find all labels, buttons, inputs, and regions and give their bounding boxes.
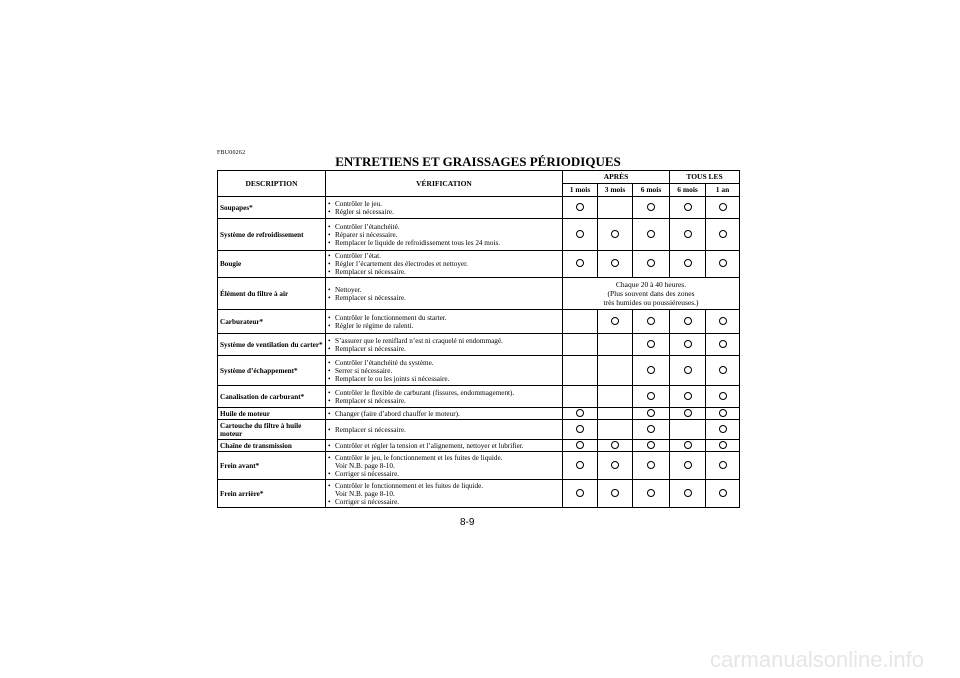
verification-item: • Remplacer si nécessaire. bbox=[328, 268, 406, 276]
verification-item: • Contrôler le fonctionnement du starter. bbox=[328, 313, 447, 322]
interval-cell bbox=[633, 440, 670, 452]
circle-mark-icon bbox=[719, 461, 727, 469]
verification-item: • Régler si nécessaire. bbox=[328, 207, 394, 216]
row-description: Cartouche du filtre à huile moteur bbox=[218, 420, 326, 440]
row-description: Système d’échappement* bbox=[218, 356, 326, 386]
circle-mark-icon bbox=[719, 441, 727, 449]
interval-cell bbox=[633, 408, 670, 420]
interval-cell bbox=[706, 356, 740, 386]
header-col: 1 mois bbox=[563, 184, 598, 197]
circle-mark-icon bbox=[647, 340, 655, 348]
interval-cell bbox=[670, 334, 706, 356]
header-apres: APRÈS bbox=[563, 171, 670, 184]
circle-mark-icon bbox=[719, 489, 727, 497]
interval-cell bbox=[633, 480, 670, 508]
verification-item: • Contrôler le fonctionnement et les fuites de liquide. bbox=[328, 481, 484, 490]
interval-cell bbox=[598, 452, 633, 480]
interval-cell bbox=[598, 251, 633, 278]
circle-mark-icon bbox=[576, 409, 584, 417]
header-description: DESCRIPTION bbox=[218, 171, 326, 197]
row-verification bbox=[326, 219, 563, 251]
interval-cell bbox=[563, 420, 598, 440]
verification-item: • Contrôler le jeu, le fonctionnement et les fuites de liquide. bbox=[328, 453, 503, 462]
row-verification bbox=[326, 310, 563, 334]
circle-mark-icon bbox=[719, 230, 727, 238]
interval-cell bbox=[670, 386, 706, 408]
circle-mark-icon bbox=[576, 425, 584, 433]
watermark: carmanualsonline.info bbox=[710, 647, 925, 672]
verification-item: • Remplacer si nécessaire. bbox=[328, 425, 406, 434]
circle-mark-icon bbox=[719, 317, 727, 325]
table-body bbox=[218, 197, 740, 508]
verification-item: • Contrôler et régler la tension et l’alignement, nettoyer et lubrifier. bbox=[328, 441, 524, 450]
table-row bbox=[218, 310, 740, 334]
circle-mark-icon bbox=[719, 392, 727, 400]
interval-cell bbox=[670, 219, 706, 251]
interval-cell bbox=[706, 452, 740, 480]
circle-mark-icon bbox=[611, 489, 619, 497]
interval-cell bbox=[670, 452, 706, 480]
verification-item: • Régler l’écartement des électrodes et nettoyer. bbox=[328, 260, 468, 268]
interval-cell bbox=[598, 219, 633, 251]
verification-item: • Réparer si nécessaire. bbox=[328, 230, 398, 239]
circle-mark-icon bbox=[647, 317, 655, 325]
interval-cell bbox=[670, 440, 706, 452]
interval-cell bbox=[670, 197, 706, 219]
verification-item: • Contrôler le jeu. bbox=[328, 199, 382, 208]
interval-cell bbox=[598, 334, 633, 356]
interval-cell bbox=[670, 251, 706, 278]
table-row bbox=[218, 452, 740, 480]
table-row bbox=[218, 219, 740, 251]
circle-mark-icon bbox=[684, 409, 692, 417]
row-description: Chaîne de transmission bbox=[218, 440, 326, 452]
row-verification bbox=[326, 197, 563, 219]
circle-mark-icon bbox=[647, 409, 655, 417]
interval-cell bbox=[633, 356, 670, 386]
page-number: 8-9 bbox=[460, 517, 475, 528]
circle-mark-icon bbox=[647, 461, 655, 469]
row-description: Frein avant* bbox=[218, 452, 326, 480]
circle-mark-icon bbox=[684, 317, 692, 325]
interval-cell bbox=[706, 310, 740, 334]
row-description: Système de ventilation du carter* bbox=[218, 334, 326, 356]
row-description: Huile de moteur bbox=[218, 408, 326, 420]
table-row bbox=[218, 197, 740, 219]
verification-item: • Contrôler le flexible de carburant (fissures, endommagement). bbox=[328, 388, 515, 397]
header-verification: VÉRIFICATION bbox=[326, 171, 563, 197]
circle-mark-icon bbox=[647, 441, 655, 449]
circle-mark-icon bbox=[647, 425, 655, 433]
verification-item: • Contrôler l’état. bbox=[328, 252, 381, 260]
interval-cell bbox=[706, 480, 740, 508]
table-row bbox=[218, 408, 740, 420]
header-tous-les: TOUS LES bbox=[670, 171, 740, 184]
circle-mark-icon bbox=[719, 203, 727, 211]
circle-mark-icon bbox=[647, 392, 655, 400]
table-row bbox=[218, 386, 740, 408]
interval-cell bbox=[670, 408, 706, 420]
interval-note: Chaque 20 à 40 heures. (Plus souvent dans des zones très humides ou poussiéreuses.) bbox=[563, 278, 740, 310]
table-row bbox=[218, 334, 740, 356]
interval-cell bbox=[670, 480, 706, 508]
table-row bbox=[218, 356, 740, 386]
interval-cell bbox=[670, 310, 706, 334]
interval-cell bbox=[633, 310, 670, 334]
header-col: 1 an bbox=[706, 184, 740, 197]
circle-mark-icon bbox=[719, 409, 727, 417]
interval-cell bbox=[598, 197, 633, 219]
row-description: Frein arrière* bbox=[218, 480, 326, 508]
interval-cell bbox=[706, 420, 740, 440]
interval-cell bbox=[563, 480, 598, 508]
interval-cell bbox=[563, 452, 598, 480]
verification-item: • Contrôler l’étanchéité. bbox=[328, 222, 400, 231]
interval-cell bbox=[563, 219, 598, 251]
interval-cell bbox=[598, 386, 633, 408]
circle-mark-icon bbox=[719, 425, 727, 433]
interval-cell bbox=[563, 197, 598, 219]
row-verification bbox=[326, 278, 563, 310]
table-row bbox=[218, 278, 740, 310]
interval-cell bbox=[563, 408, 598, 420]
circle-mark-icon bbox=[611, 441, 619, 449]
interval-cell bbox=[633, 219, 670, 251]
interval-cell bbox=[670, 356, 706, 386]
circle-mark-icon bbox=[611, 317, 619, 325]
table-row bbox=[218, 251, 740, 278]
row-verification bbox=[326, 356, 563, 386]
verification-item: • Remplacer si nécessaire. bbox=[328, 344, 406, 353]
table-row bbox=[218, 440, 740, 452]
circle-mark-icon bbox=[684, 366, 692, 374]
circle-mark-icon bbox=[719, 259, 727, 267]
row-verification bbox=[326, 420, 563, 440]
interval-cell bbox=[633, 386, 670, 408]
row-description: Bougie bbox=[218, 251, 326, 278]
row-description: Carburateur* bbox=[218, 310, 326, 334]
row-verification bbox=[326, 480, 563, 508]
circle-mark-icon bbox=[576, 230, 584, 238]
interval-cell bbox=[598, 480, 633, 508]
verification-item: • Corriger si nécessaire. bbox=[328, 497, 400, 506]
circle-mark-icon bbox=[576, 441, 584, 449]
interval-cell bbox=[706, 440, 740, 452]
circle-mark-icon bbox=[647, 203, 655, 211]
header-col: 6 mois bbox=[670, 184, 706, 197]
circle-mark-icon bbox=[684, 441, 692, 449]
verification-item: • Contrôler l’étanchéité du système. bbox=[328, 358, 434, 367]
interval-cell bbox=[706, 251, 740, 278]
verification-subnote: Voir N.B. page 8-10. bbox=[335, 489, 395, 498]
interval-cell bbox=[706, 197, 740, 219]
interval-cell bbox=[563, 310, 598, 334]
verification-item: • Remplacer le ou les joints si nécessaire. bbox=[328, 374, 450, 383]
row-verification bbox=[326, 452, 563, 480]
interval-cell bbox=[633, 251, 670, 278]
row-description: Système de refroidissement bbox=[218, 219, 326, 251]
circle-mark-icon bbox=[576, 259, 584, 267]
interval-cell bbox=[633, 197, 670, 219]
table-row bbox=[218, 480, 740, 508]
circle-mark-icon bbox=[647, 366, 655, 374]
interval-cell bbox=[563, 251, 598, 278]
interval-cell bbox=[633, 452, 670, 480]
circle-mark-icon bbox=[576, 489, 584, 497]
circle-mark-icon bbox=[647, 259, 655, 267]
row-verification bbox=[326, 408, 563, 420]
interval-cell bbox=[598, 420, 633, 440]
interval-cell bbox=[598, 408, 633, 420]
interval-cell bbox=[563, 440, 598, 452]
interval-cell bbox=[598, 310, 633, 334]
row-verification bbox=[326, 334, 563, 356]
row-verification bbox=[326, 251, 563, 278]
interval-cell bbox=[633, 420, 670, 440]
circle-mark-icon bbox=[684, 340, 692, 348]
verification-item: • Remplacer si nécessaire. bbox=[328, 293, 406, 302]
circle-mark-icon bbox=[576, 461, 584, 469]
verification-item: • S’assurer que le reniflard n’est ni craquelé ni endommagé. bbox=[328, 336, 503, 345]
interval-cell bbox=[706, 334, 740, 356]
circle-mark-icon bbox=[684, 489, 692, 497]
maintenance-table bbox=[217, 170, 740, 508]
table-row bbox=[218, 420, 740, 440]
row-verification bbox=[326, 386, 563, 408]
circle-mark-icon bbox=[684, 259, 692, 267]
interval-cell bbox=[563, 334, 598, 356]
interval-cell bbox=[706, 219, 740, 251]
circle-mark-icon bbox=[684, 230, 692, 238]
circle-mark-icon bbox=[719, 366, 727, 374]
circle-mark-icon bbox=[576, 203, 584, 211]
page-title: ENTRETIENS ET GRAISSAGES PÉRIODIQUES bbox=[335, 154, 621, 169]
header-col: 6 mois bbox=[633, 184, 670, 197]
circle-mark-icon bbox=[647, 230, 655, 238]
verification-item: • Changer (faire d’abord chauffer le moteur). bbox=[328, 409, 460, 418]
circle-mark-icon bbox=[684, 203, 692, 211]
circle-mark-icon bbox=[684, 461, 692, 469]
circle-mark-icon bbox=[719, 340, 727, 348]
circle-mark-icon bbox=[647, 489, 655, 497]
document-code: FBU00262 bbox=[217, 150, 246, 156]
verification-subnote: Voir N.B. page 8-10. bbox=[335, 461, 395, 470]
interval-cell bbox=[670, 420, 706, 440]
verification-item: • Remplacer le liquide de refroidissement tous les 24 mois. bbox=[328, 238, 501, 247]
verification-item: • Nettoyer. bbox=[328, 285, 362, 294]
header-col: 3 mois bbox=[598, 184, 633, 197]
circle-mark-icon bbox=[611, 461, 619, 469]
verification-item: • Régler le régime de ralenti. bbox=[328, 321, 414, 330]
row-description: Soupapes* bbox=[218, 197, 326, 219]
interval-cell bbox=[563, 386, 598, 408]
verification-item: • Remplacer si nécessaire. bbox=[328, 396, 406, 405]
row-description: Élément du filtre à air bbox=[218, 278, 326, 310]
circle-mark-icon bbox=[684, 392, 692, 400]
interval-cell bbox=[598, 440, 633, 452]
interval-cell bbox=[598, 356, 633, 386]
row-verification bbox=[326, 440, 563, 452]
row-description: Canalisation de carburant* bbox=[218, 386, 326, 408]
circle-mark-icon bbox=[611, 259, 619, 267]
interval-cell bbox=[633, 334, 670, 356]
circle-mark-icon bbox=[611, 230, 619, 238]
interval-cell bbox=[706, 386, 740, 408]
verification-item: • Corriger si nécessaire. bbox=[328, 469, 400, 478]
interval-cell bbox=[563, 356, 598, 386]
interval-cell bbox=[706, 408, 740, 420]
verification-item: • Serrer si nécessaire. bbox=[328, 366, 393, 375]
